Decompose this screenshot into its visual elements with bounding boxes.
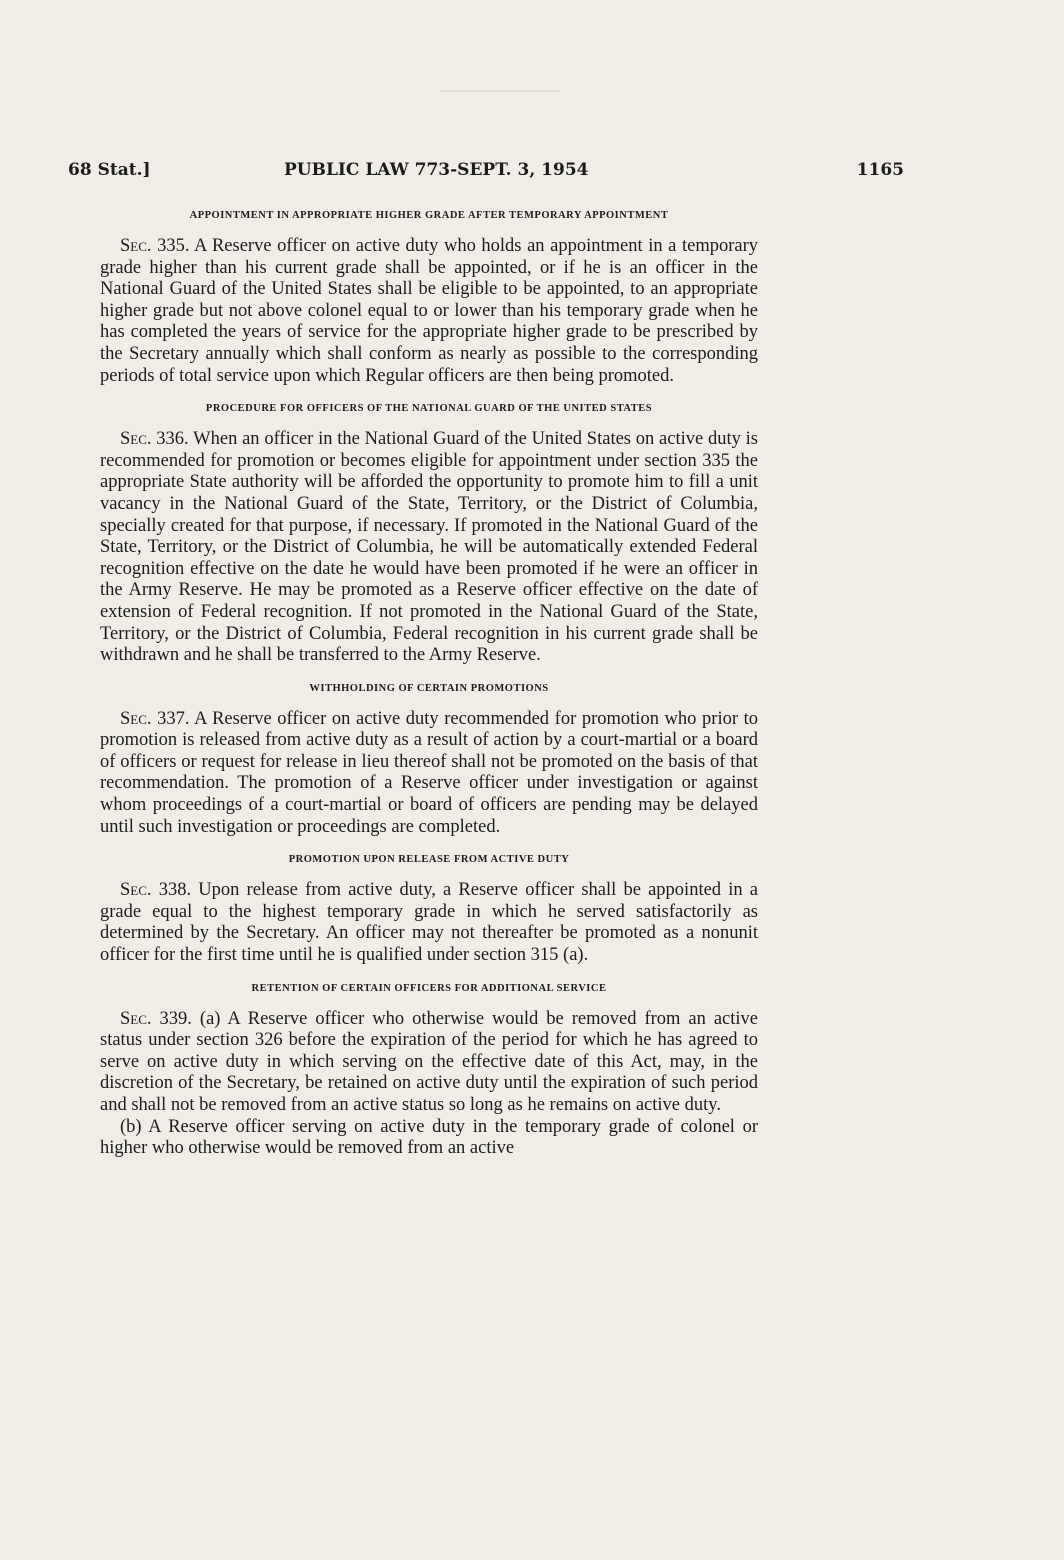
section-label: Sec. 337. — [120, 708, 190, 729]
section-336 — [100, 401, 758, 667]
page-number: 1165 — [856, 160, 904, 180]
bleed-through-mark — [440, 90, 560, 92]
section-paragraph — [100, 1117, 758, 1160]
section-paragraph — [100, 709, 758, 839]
paragraph-text: When an officer in the National Guard of the United States on active duty is recommended for promotion or becomes eligible for appointment under section 335 the appropriate State authority will be afforded the opportunity to promote him to fill a unit vacancy in the National Guard of the State, Territory, or the District of Columbia, specially created for that purpose, if necessary. If promoted in the National Guard of the State, Territory, or the District of Columbia, he will be automatically extended Federal recognition effective on the date he would have been promoted if he were an officer in the Army Reserve. He may be promoted as a Reserve officer effective on the date of extension of Federal recognition. If not promoted in the National Guard of the State, Territory, or the District of Columbia, Federal recognition in his current grade shall be withdrawn and he shall be transferred to the Army Reserve. — [100, 429, 759, 666]
section-label: Sec. 339. — [120, 1008, 192, 1029]
section-label: Sec. 338. — [120, 880, 192, 901]
paragraph-text: A Reserve officer on active duty recommended for promotion who prior to promotion is released from active duty as a result of action by a court-martial or a board of officers or request for release in lieu thereof shall not be promoted on the basis of that recommendation. The promotion of a Reserve officer under investigation or against whom proceedings of a court-martial or board of officers are pending may be delayed until such investigation or proceedings are completed. — [100, 708, 759, 837]
paragraph-text: A Reserve officer on active duty who holds an appointment in a temporary grade higher than his current grade shall be appointed, or if he is an officer in the National Guard of the United States shall be eligible to be appointed, to an appropriate higher grade but not above colonel equal to or lower than his temporary grade when he has completed the years of service for the appropriate higher grade to be prescribed by the Secretary annually which shall conform as nearly as possible to the corresponding periods of total service upon which Regular officers are then being promoted. — [100, 236, 758, 386]
section-paragraph — [100, 880, 758, 966]
paragraph-text: (a) A Reserve officer who otherwise would be removed from an active status under section 326 before the expiration of the period for which he has agreed to serve on active duty in which serving on the effective date of this Act, may, in the discretion of the Secretary, be retained on active duty until the expiration of such period and shall not be removed from an active status so long as he remains on active duty. — [100, 1008, 759, 1115]
section-paragraph — [100, 429, 758, 667]
section-heading: WITHHOLDING OF CERTAIN PROMOTIONS — [309, 682, 549, 694]
section-paragraph — [100, 1009, 758, 1117]
section-heading: PROMOTION UPON RELEASE FROM ACTIVE DUTY — [288, 854, 570, 866]
section-paragraph — [100, 236, 758, 387]
section-label: Sec. 336. — [120, 429, 189, 450]
section-label: Sec. 335. — [120, 236, 190, 256]
paragraph-text: (b) A Reserve officer serving on active duty in the temporary grade of colonel or higher who otherwise would be removed from an active — [100, 1116, 758, 1159]
section-heading: PROCEDURE FOR OFFICERS OF THE NATIONAL GUARD OF THE UNITED STATES — [205, 403, 653, 415]
section-heading: RETENTION OF CERTAIN OFFICERS FOR ADDITIONAL SERVICE — [251, 982, 607, 994]
section-339 — [100, 981, 758, 1160]
section-337 — [100, 681, 758, 839]
paragraph-text: Upon release from active duty, a Reserve officer shall be appointed in a grade equal to the highest temporary grade in which he served satisfactorily as determined by the Secretary. An officer may not thereafter be promoted as a nonunit officer for the first time until he is qualified under section 315 (a). — [100, 880, 758, 966]
section-335 — [100, 208, 758, 387]
section-heading: APPOINTMENT IN APPROPRIATE HIGHER GRADE AFTER TEMPORARY APPOINTMENT — [189, 210, 669, 221]
page-title: PUBLIC LAW 773-SEPT. 3, 1954 — [284, 160, 589, 180]
section-338 — [100, 852, 758, 966]
statute-reference: 68 Stat.] — [68, 160, 151, 180]
running-head — [68, 160, 904, 186]
body-text — [100, 208, 758, 1160]
